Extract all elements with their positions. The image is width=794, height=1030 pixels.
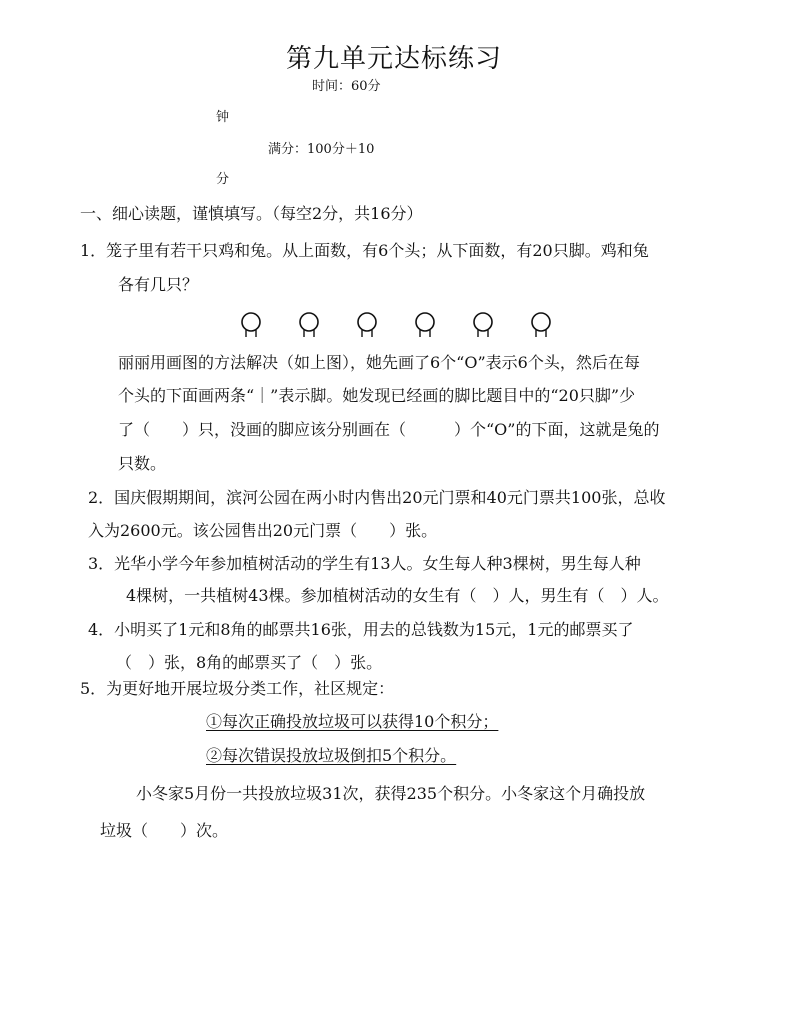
head-circle-icon (530, 312, 552, 338)
q1-text-line2: 各有几只？ (118, 275, 199, 294)
head-circle-icon (414, 312, 436, 338)
q5-rule-2: ②每次错误投放垃圾倒扣5个积分。 (206, 746, 457, 765)
q3-text-line1: 3．光华小学今年参加植树活动的学生有13人。女生每人种3棵树，男生每人种 (88, 554, 641, 573)
q5-rule-1: ①每次正确投放垃圾可以获得10个积分； (206, 712, 499, 731)
time-limit-tail: 钟 (216, 110, 230, 125)
q5-text-line3: 垃圾（ ）次。 (100, 821, 229, 840)
head-circle-icon (472, 312, 494, 338)
page-title: 第九单元达标练习 (286, 44, 503, 74)
head-circle-icon (356, 312, 378, 338)
q4-text-line1: 4．小明买了1元和8角的邮票共16张，用去的总钱数为15元，1元的邮票买了 (88, 620, 634, 639)
q1-figure (240, 312, 560, 338)
q2-text-line2: 入为2600元。该公园售出20元门票（ ）张。 (88, 521, 438, 540)
q3-text-line2: 4棵树，一共植树43棵。参加植树活动的女生有（ ）人，男生有（ ）人。 (126, 586, 669, 605)
q1-text-line5: 了（ ）只，没画的脚应该分别画在（ ）个“O”的下面，这就是兔的 (118, 420, 660, 439)
q1-text-line1: 1．笼子里有若干只鸡和兔。从上面数，有6个头；从下面数，有20只脚。鸡和兔 (80, 241, 649, 260)
q5-text-line2: 小冬家5月份一共投放垃圾31次，获得235个积分。小冬家这个月确投放 (136, 784, 646, 803)
q1-text-line6: 只数。 (118, 454, 167, 473)
full-score-tail: 分 (216, 172, 230, 187)
q1-text-line3: 丽丽用画图的方法解决（如上图），她先画了6个“O”表示6个头，然后在每 (118, 353, 640, 372)
q1-text-line4: 个头的下面画两条“｜”表示脚。她发现已经画的脚比题目中的“20只脚”少 (118, 386, 636, 405)
full-score: 满分：100分＋10 (268, 142, 375, 157)
q2-text-line1: 2．国庆假期期间，滨河公园在两小时内售出20元门票和40元门票共100张，总收 (88, 488, 666, 507)
q4-text-line2: （ ）张，8角的邮票买了（ ）张。 (116, 653, 383, 672)
head-circle-icon (298, 312, 320, 338)
section-heading: 一、细心读题，谨慎填写。（每空2分，共16分） (80, 204, 423, 223)
time-limit: 时间：60分 (312, 79, 381, 94)
q5-text-line1: 5．为更好地开展垃圾分类工作，社区规定： (80, 679, 395, 698)
head-circle-icon (240, 312, 262, 338)
